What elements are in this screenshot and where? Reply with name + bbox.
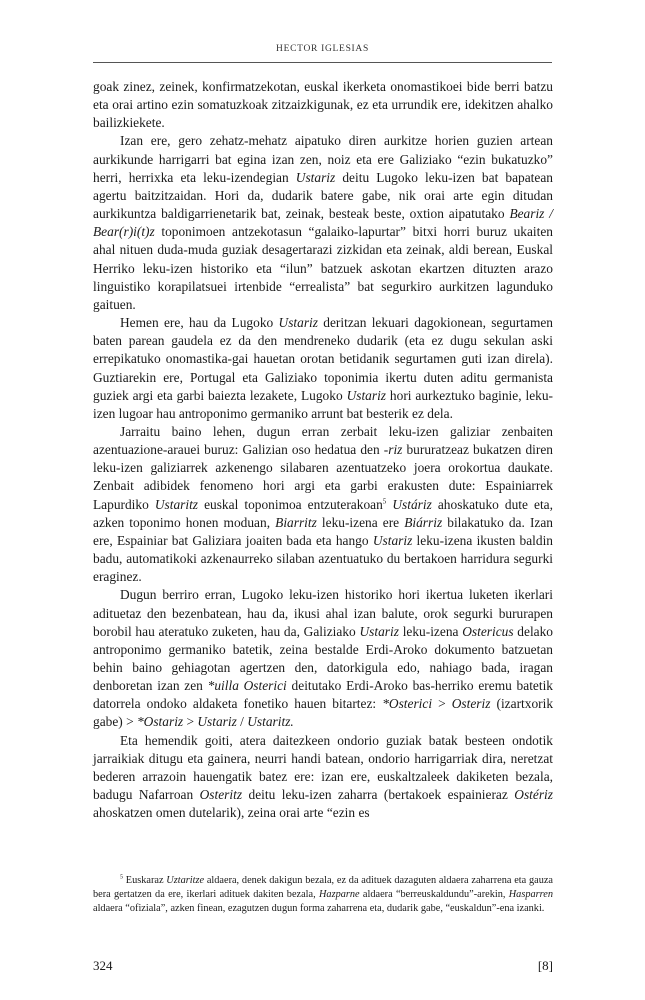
italic-term: Ustáriz <box>392 496 432 512</box>
italic-term: Ustariz <box>359 623 399 639</box>
paragraph <box>93 732 553 823</box>
italic-term: Ustariz <box>278 315 318 331</box>
text-run: > <box>432 696 452 712</box>
italic-term: Ustaritz. <box>247 714 294 730</box>
italic-term: -riz <box>383 442 403 458</box>
paragraph <box>93 132 553 314</box>
footnote-marker: 5 <box>120 874 123 881</box>
footnote-ref: 5 <box>382 497 387 506</box>
italic-term: Beariz / Bear(r)i(t)z <box>93 206 553 240</box>
text-run: Hemen ere, hau da Lugoko <box>120 315 279 331</box>
text-run: Jarraitu baino lehen, dugun erran zerbait leku-izen galiziar zenbaiten azentuazione-arauei buruz: Galizian oso hedatua den <box>93 423 553 458</box>
text-run: aldaera, denek dakigun bezala, ez da adituek dazaguten aldaera zaharrena eta gauza bera gertatzen da ere, ikerlari adituek dakiten bezala, <box>93 875 553 900</box>
italic-term: *uilla Osterici <box>207 678 287 694</box>
text-run: deitu Lugoko leku-izen bat bapatean agertu baitzitzaidan. Hori da, dudarik batere gabe, nik orai arte egin ditudan aurkikuntza baldigarrienetarik bat, zeinak, besteak beste, oxtion aipatutako <box>93 169 553 222</box>
text-run: Eta hemendik goiti, atera daitezkeen ondorio guziak batak besteen ondotik jarraikiak ditugu eta gainera, neurri handi batean, ondorio harrigarriak dira, neretzat bederen arrazoin hauengatik batez ere: izan ere, euskaltzaleek dakiketen bezala, badugu Nafarroan <box>93 732 553 803</box>
page-number: 324 <box>93 958 113 973</box>
italic-term: Ustaritz <box>154 496 199 512</box>
text-run: > <box>183 714 198 730</box>
footnote-body <box>93 875 553 914</box>
italic-term: Osteriz <box>451 696 491 712</box>
body-text <box>93 78 553 822</box>
text-run: aldaera “berreuskaldundu”-arekin, <box>359 889 509 900</box>
header-rule <box>93 62 552 63</box>
italic-term: Ostericus <box>462 623 514 639</box>
text-run: toponimoen antzekotasun “galaiko-lapurtar” bitxi horri buruz ukaiten ahal nituen duda-muda guziak desagertarazi zizkidan eta zeinak, aldi berean, Euskal Herriko leku-izen historiko eta “ilun” batzuek askotan ekartzen dituzten arazo linguistiko korapilatsuei irtenbide “errealista” bat segurkiro aurkitzen lagunduko gaituen. <box>93 224 553 312</box>
italic-term: Ustariz <box>295 169 336 185</box>
text-run: deitu leku-izen zaharra (bertakoek espainieraz <box>242 787 515 803</box>
running-head: HECTOR IGLESIAS <box>276 44 369 54</box>
text-run: ahoskatzen omen dutelarik), zeina orai arte “ezin es <box>93 805 370 821</box>
text-run: goak zinez, zeinek, konfirmatzekotan, euskal ikerketa onomastikoei bide berri batzu eta orai artino ezin somatuzkoak zitzaizkigunak, ez eta urrundik ere, idekitzen ahalko bailizkiekete. <box>93 79 553 131</box>
italic-term: *Osterici <box>382 696 433 712</box>
text-run: bilakatuko da. Izan ere, Espainiar bat Galiziara joaiten bada eta hango <box>93 514 553 548</box>
paragraph <box>93 423 553 586</box>
text-run: euskal toponimoa entzuterakoan <box>198 496 383 512</box>
text-run: / <box>236 714 248 730</box>
text-run: leku-izena <box>398 623 463 639</box>
text-run: hori aurkeztuko baginie, leku-izen lugoar hau antroponimo germaniko arrunt bat besterik ez dela. <box>93 387 553 421</box>
text-run: aldaera “ofiziala”, azken finean, ezagutzen dugun forma zaharrena eta, dudarik gabe, “euskaldun”-ena izanki. <box>93 903 545 914</box>
paragraph <box>93 314 553 423</box>
italic-term: Ostériz <box>514 787 553 803</box>
italic-term: *Ostariz <box>136 714 184 730</box>
page-tag: [8] <box>537 958 553 973</box>
footnote-text <box>93 874 553 916</box>
text-run: (izartxorik gabe) > <box>93 696 554 730</box>
text-run: bururatzeaz bukatzen diren leku-izen galiziarrek azkenengo silabaren azentuatzeko joera orokortua daukate. Zenbait adibidek fenomeno hori argi eta garbi erakusten dute: Espainiarrek Lapurdiko <box>93 442 553 512</box>
italic-term: Hasparren <box>508 889 553 900</box>
paragraph <box>93 78 553 132</box>
text-run: delako antroponimo germaniko batetik, zeina bestalde Erdi-Aroko dokumento batzuetan behin baino gehiagotan agertzen den, datorkigula edo, nahiago bada, iragan denboretan izan zen <box>93 623 553 694</box>
italic-term: Biarritz <box>275 514 317 530</box>
footnote <box>93 874 553 916</box>
italic-term: Osteritz <box>199 787 243 803</box>
text-run: leku-izena ikusten baldin badu, automatikoki azkenaurreko silaban azentuatuko du bertakoen harridura segurki eraginez. <box>93 532 553 585</box>
text-run: Euskaraz <box>123 875 167 886</box>
italic-term: Ustariz <box>346 387 387 403</box>
italic-term: Hazparne <box>318 889 360 900</box>
text-run: ahoskatuko dute eta, azken toponimo honen moduan, <box>93 496 553 530</box>
italic-term: Biárriz <box>404 514 443 530</box>
text-run: deritzan lekuari dagokionean, segurtamen baten parean gaudela ez da den mendreneko dudarik (eta ez dugu sekulan aski errepikatuko onomastika-gai hauetan orotan betidanik segurtamen guti izan direla). Guztiarekin ere, Portugal eta Galiziako toponimia ikertu duten aditu germanista guziek argi eta garbi baiezta lezakete, Lugoko <box>93 315 553 403</box>
text-run: deitutako Erdi-Aroko bas-herriko eremu batetik datorrela ondoko aldaketa fonetiko hauen bitartez: <box>93 678 553 712</box>
italic-term: Ustariz <box>372 532 413 548</box>
italic-term: Ustariz <box>197 714 237 730</box>
text-run: Dugun berriro erran, Lugoko leku-izen historiko hori ikertua luketen ikerlari adituetaz den bezenbatean, hau da, ikusi ahal izan balute, orok segurki bururapen borobil hau ateratuko zuketen, hau da, Galiziako <box>93 587 553 639</box>
paragraph <box>93 586 553 731</box>
text-run: Izan ere, gero zehatz-mehatz aipatuko diren aurkitze horien guzien artean aurkikunde harrigarri bat egina izan zen, noiz eta ere Galiziako “ezin bukatuzko” herri, herrixka eta leku-izendegian <box>93 133 553 185</box>
text-run: leku-izena ere <box>316 514 405 530</box>
italic-term: Uztaritze <box>166 875 205 886</box>
